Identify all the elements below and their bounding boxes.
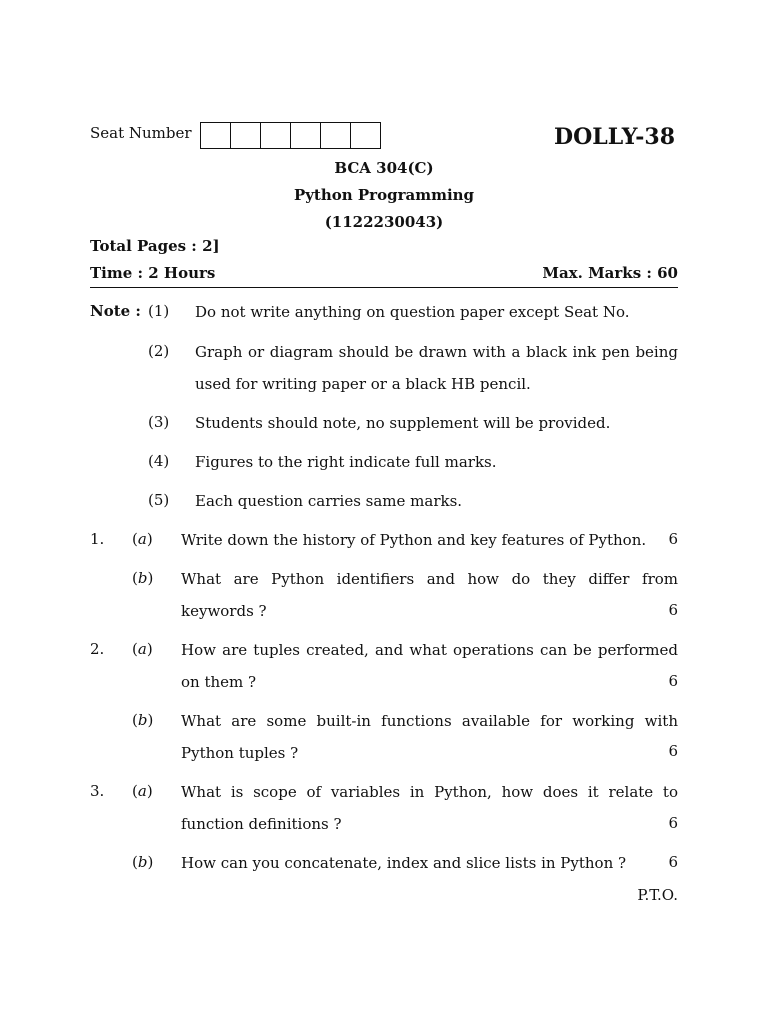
question-marks: 6 bbox=[668, 530, 678, 548]
question-number: 1. bbox=[90, 530, 105, 548]
please-turn-over: P.T.O. bbox=[637, 886, 678, 904]
total-pages: Total Pages : 2] bbox=[90, 237, 220, 255]
header-divider bbox=[90, 287, 678, 288]
seat-box[interactable] bbox=[351, 123, 380, 148]
note-number: (5) bbox=[148, 491, 170, 509]
seat-box[interactable] bbox=[201, 123, 231, 148]
question-part-label: (a) bbox=[132, 640, 153, 658]
question-marks: 6 bbox=[668, 853, 678, 871]
part-letter: b bbox=[137, 853, 148, 871]
paper-code: DOLLY-38 bbox=[554, 124, 676, 150]
question-marks: 6 bbox=[668, 814, 678, 832]
note-text: Figures to the right indicate full marks. bbox=[195, 453, 497, 471]
question-text: What are Python identifiers and how do they differ from keywords ? bbox=[181, 570, 678, 620]
course-code: BCA 304(C) bbox=[334, 159, 434, 177]
note-number: (3) bbox=[148, 413, 170, 431]
question-marks: 6 bbox=[668, 601, 678, 619]
question-part-label: (a) bbox=[132, 782, 153, 800]
question-text: How are tuples created, and what operations can be performed on them ? bbox=[181, 641, 678, 691]
note-number: (1) bbox=[148, 302, 170, 320]
question-part-label: (b) bbox=[132, 711, 154, 729]
note-label: Note : bbox=[90, 302, 141, 320]
part-letter: a bbox=[137, 782, 147, 800]
paper-id: (1122230043) bbox=[324, 213, 444, 231]
seat-box[interactable] bbox=[321, 123, 351, 148]
question-text: Write down the history of Python and key features of Python. bbox=[181, 531, 647, 549]
question-text: How can you concatenate, index and slice lists in Python ? bbox=[181, 854, 627, 872]
note-number: (2) bbox=[148, 342, 170, 360]
part-letter: b bbox=[137, 711, 148, 729]
seat-number-boxes[interactable] bbox=[200, 122, 381, 149]
question-number: 2. bbox=[90, 640, 105, 658]
note-text: Graph or diagram should be drawn with a black ink pen being used for writing paper or a black HB pencil. bbox=[195, 343, 678, 393]
seat-number-label: Seat Number bbox=[90, 124, 192, 142]
note-text: Do not write anything on question paper except Seat No. bbox=[195, 303, 630, 321]
seat-box[interactable] bbox=[261, 123, 291, 148]
part-letter: b bbox=[137, 569, 148, 587]
question-part-label: (b) bbox=[132, 853, 154, 871]
note-text: Students should note, no supplement will be provided. bbox=[195, 414, 611, 432]
question-number: 3. bbox=[90, 782, 105, 800]
seat-box[interactable] bbox=[231, 123, 261, 148]
question-part-label: (b) bbox=[132, 569, 154, 587]
question-text: What is scope of variables in Python, how does it relate to function definitions ? bbox=[181, 783, 678, 833]
note-number: (4) bbox=[148, 452, 170, 470]
exam-time: Time : 2 Hours bbox=[90, 264, 216, 282]
question-marks: 6 bbox=[668, 672, 678, 690]
part-letter: a bbox=[137, 640, 147, 658]
note-text: Each question carries same marks. bbox=[195, 492, 463, 510]
question-text: What are some built-in functions available for working with Python tuples ? bbox=[181, 712, 678, 762]
part-letter: a bbox=[137, 530, 147, 548]
seat-box[interactable] bbox=[291, 123, 321, 148]
subject-title: Python Programming bbox=[293, 186, 475, 204]
max-marks: Max. Marks : 60 bbox=[542, 264, 678, 282]
question-part-label: (a) bbox=[132, 530, 153, 548]
question-marks: 6 bbox=[668, 742, 678, 760]
